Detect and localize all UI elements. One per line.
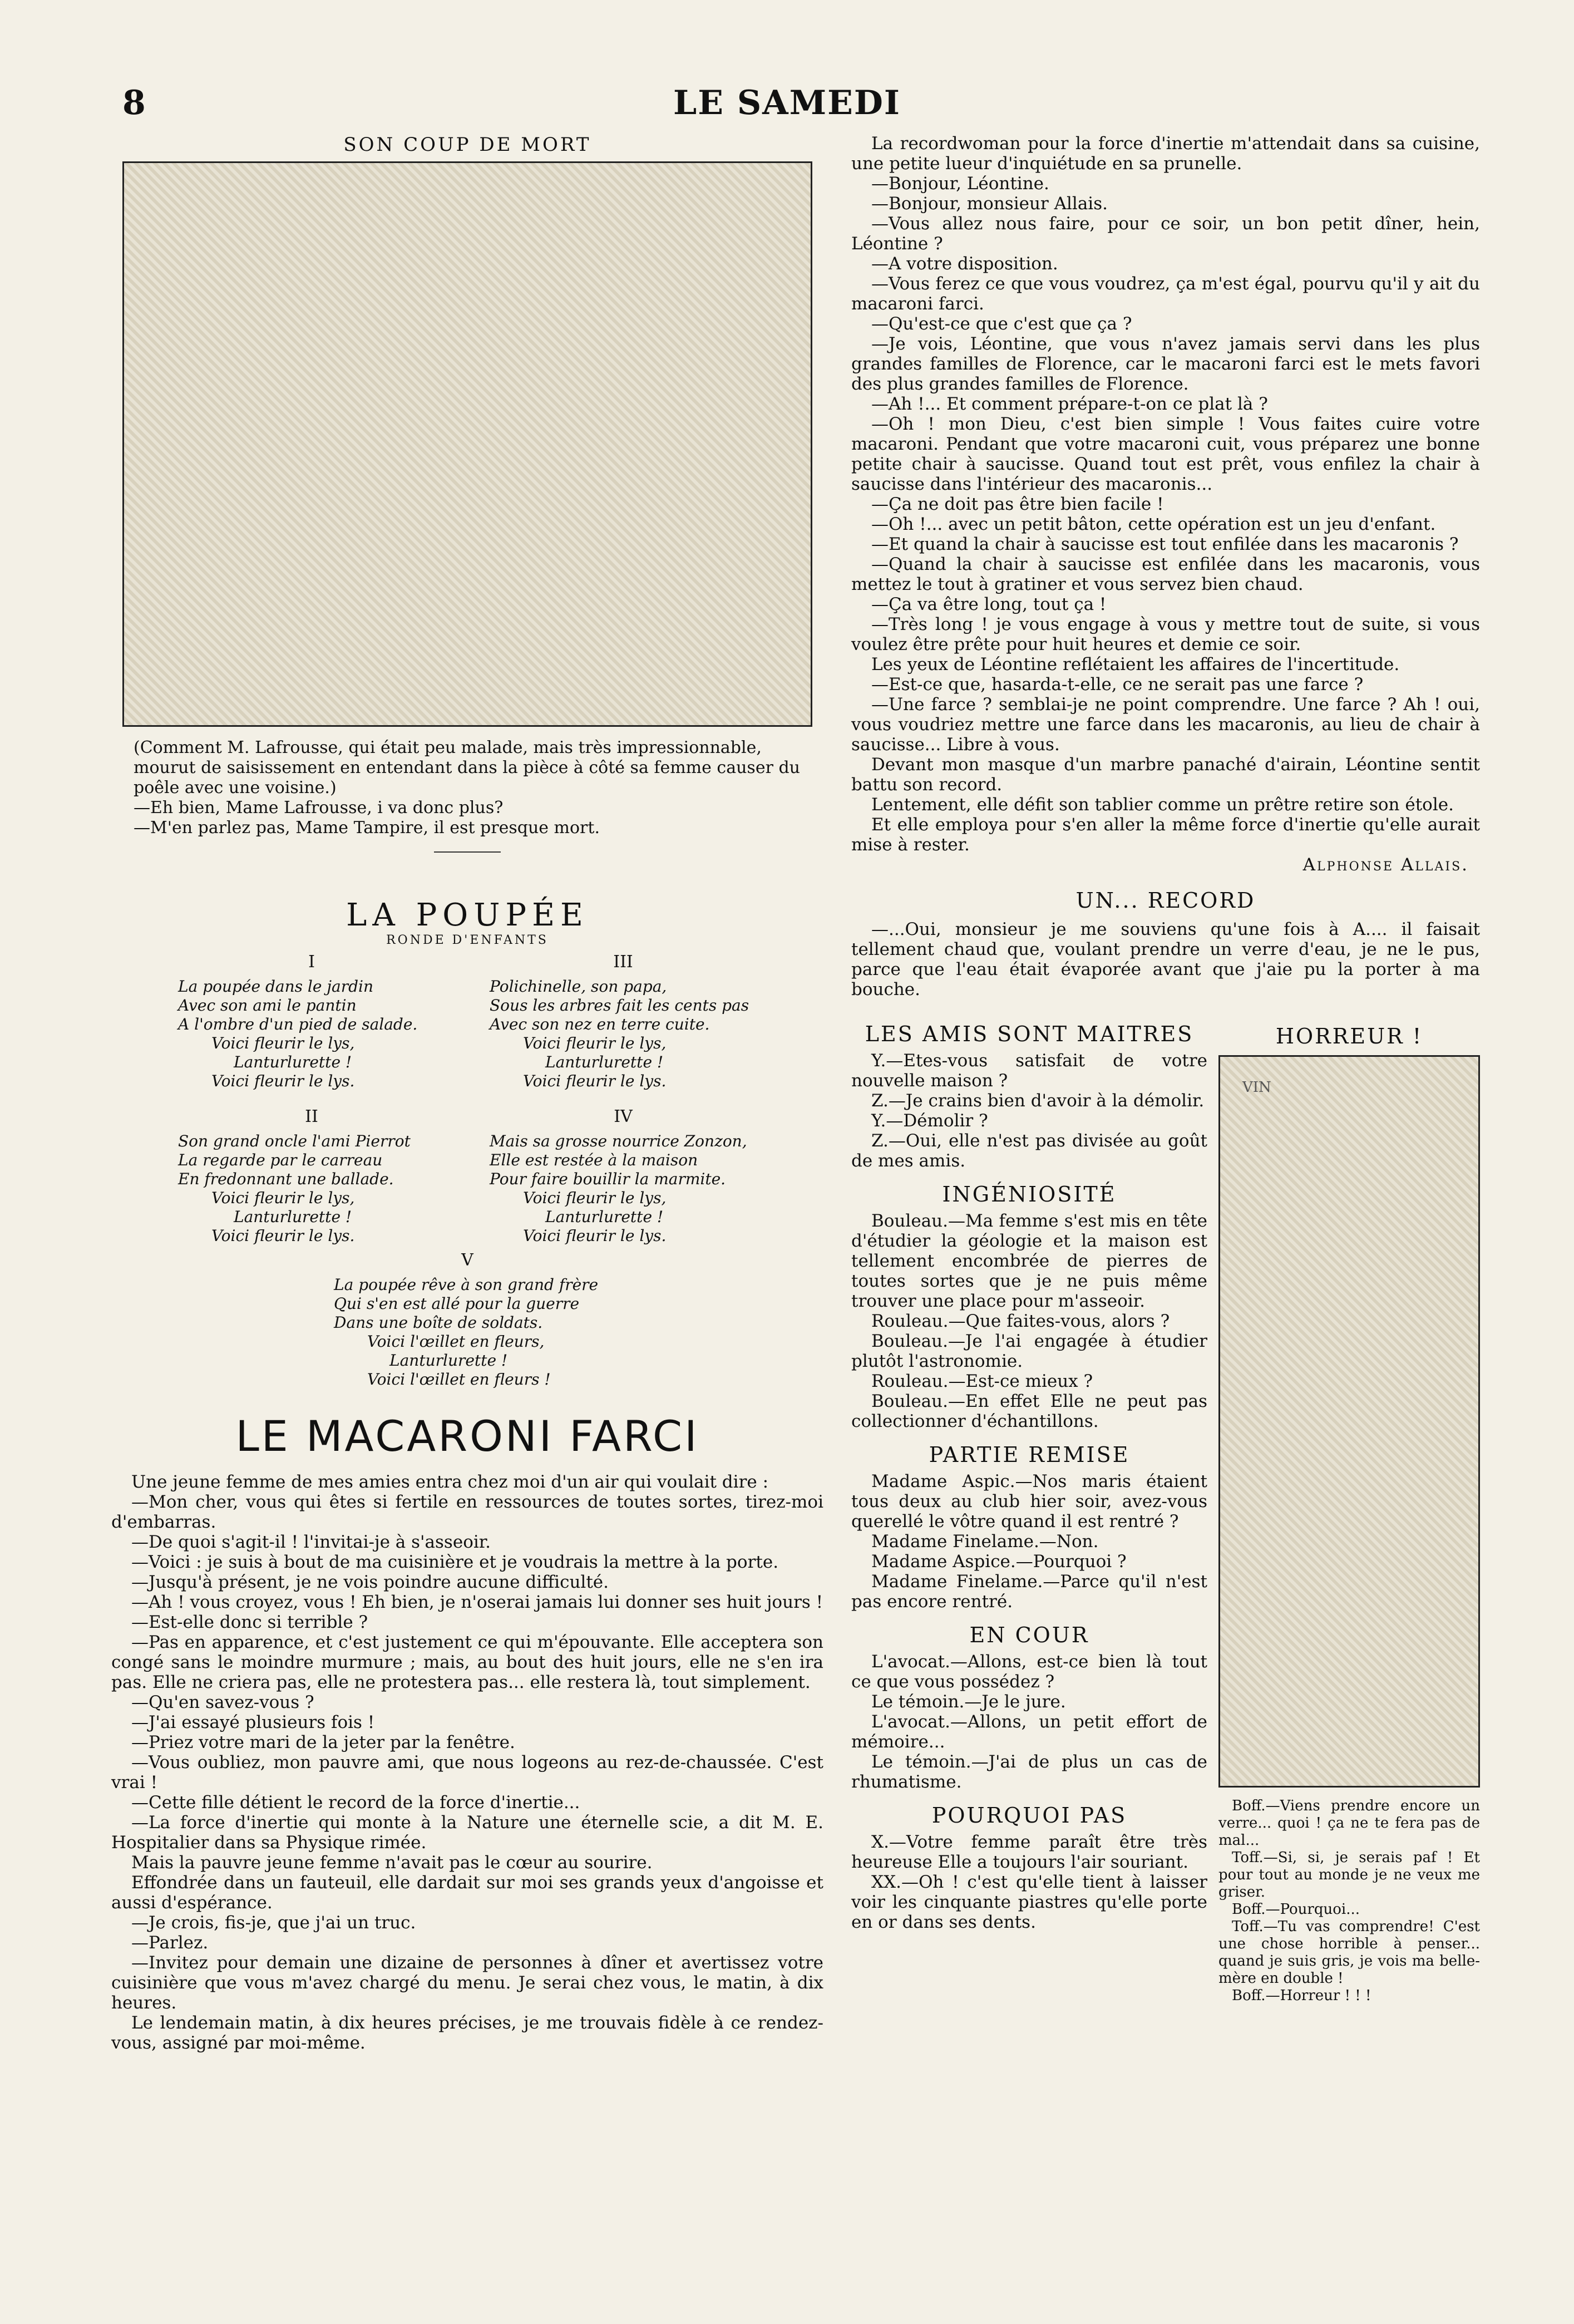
paragraph: —Je crois, fis-je, que j'ai un truc. [131,1913,416,1933]
stanza-row [111,1107,823,1245]
paragraph: —La force d'inertie qui monte à la Nature une éternelle scie, a dit M. E. Hospitalier dans sa Physique rimée. [111,1813,823,1853]
illustration-title: SON COUP DE MORT [343,134,591,156]
dialogue-line: Madame Finelame.—Non. [871,1532,1099,1552]
stanza-line: Voici l'œillet en fleurs, [367,1332,545,1351]
dialogue-line: Boff.—Pourquoi... [1232,1901,1360,1918]
stanza-line: Avec son ami le pantin [178,996,357,1015]
stanza-row [111,953,823,1091]
paragraph: —Vous oubliez, mon pauvre ami, que nous logeons au rez-de-chaussée. C'est vrai ! [111,1752,823,1793]
paragraph: —Est-ce que, hasarda-t-elle, ce ne serait pas une farce ? [871,674,1364,695]
caption-line: —Eh bien, Mame Lafrousse, i va donc plus? [134,798,504,818]
paragraph: Et elle employa pour s'en aller la même force d'inertie qu'elle aurait mise à rester. [851,815,1480,855]
dialogue-line: XX.—Oh ! c'est qu'elle tient à laisser voir les cinquante piastres qu'elle porte en or dans ses dents. [851,1872,1207,1932]
dialogue-line: Rouleau.—Que faites-vous, alors ? [871,1311,1170,1331]
signature: Alphonse Allais. [1302,855,1469,875]
stanza [178,953,445,1091]
stanza-number: II [305,1107,318,1126]
stanza-line: Lanturlurette ! [389,1351,508,1370]
dialogue-line: Bouleau.—Ma femme s'est mis en tête d'étudier la géologie et la maison est tellement encombrée de pierres de toutes sortes que je ne puis même trouver une place pour m'asseoir. [851,1211,1207,1311]
newspaper-title: LE SAMEDI [673,83,901,122]
paragraph: Mais la pauvre jeune femme n'avait pas le cœur au sourire. [131,1853,653,1873]
article-body-part2 [851,134,1480,875]
paragraph: Les yeux de Léontine reflétaient les affaires de l'incertitude. [871,654,1400,674]
dialogue-line: Le témoin.—Je le jure. [871,1692,1066,1712]
dialogue-line: Madame Finelame.—Parce qu'il n'est pas encore rentré. [851,1572,1207,1612]
dialogue-line: Madame Aspice.—Pourquoi ? [871,1552,1127,1572]
dialogue-line: Z.—Oui, elle n'est pas divisée au goût de mes amis. [851,1131,1207,1171]
paragraph: —Oh !... avec un petit bâton, cette opération est un jeu d'enfant. [871,514,1436,534]
stanza-number: III [613,952,633,972]
section-title-amis: LES AMIS SONT MAITRES [865,1022,1194,1046]
stanza-line: Voici fleurir le lys. [523,1227,667,1245]
bottom-split [851,1011,1480,2005]
dialogue-line: Madame Aspic.—Nos maris étaient tous deux au club hier soir, avez-vous querellé le vôtre quand il est rentré ? [851,1471,1207,1532]
stanza-line: Voici fleurir le lys. [211,1227,355,1245]
stanza-line: Polichinelle, son papa, [490,977,667,996]
stanza-line: Voici l'œillet en fleurs ! [367,1370,551,1389]
anecdotes-column [851,1011,1207,2005]
article-title: LE MACARONI FARCI [235,1411,699,1461]
paragraph: —Quand la chair à saucisse est enfilée dans les macaronis, vous mettez le tout à gratiner et vous servez bien chaud. [851,554,1480,594]
stanza-line: Mais sa grosse nourrice Zonzon, [490,1132,747,1150]
horreur-dialogue [1218,1798,1480,2005]
paragraph: —Oh ! mon Dieu, c'est bien simple ! Vous faites cuire votre macaroni. Pendant que votre macaroni cuit, vous préparez une bonne petite chair à saucisse. Quand tout est prêt, vous enfilez la chair à saucisse dans l'intérieur des macaronis... [851,414,1480,494]
dialogue-line: Toff.—Tu vas comprendre! C'est une chose horrible à penser... quand je suis gris, je vois ma belle-mère en double ! [1218,1918,1480,1987]
paragraph: —Je vois, Léontine, que vous n'avez jamais servi dans les plus grandes familles de Florence, car le macaroni farci est le mets favori des plus grandes familles de Florence. [851,334,1480,394]
paragraph: —Invitez pour demain une dizaine de personnes à dîner et avertissez votre cuisinière que vous m'avez chargé du menu. Je serai chez vous, le matin, à dix heures. [111,1953,823,2013]
stanza-line: Elle est restée à la maison [490,1151,698,1169]
paragraph: Le lendemain matin, à dix heures précises, je me trouvais fidèle à ce rendez-vous, assigné par moi-même. [111,2013,823,2053]
stanza-line: La regarde par le carreau [178,1151,383,1169]
paragraph: Une jeune femme de mes amies entra chez moi d'un air qui voulait dire : [131,1472,769,1492]
horreur-column [1218,1011,1480,2005]
section-title-horreur: HORREUR ! [1275,1024,1423,1048]
dialogue-line: L'avocat.—Allons, un petit effort de mémoire... [851,1712,1207,1752]
stanza [490,1107,757,1245]
paragraph: —Très long ! je vous engage à vous y mettre tout de suite, si vous voulez être prête pour huit heures et demie ce soir. [851,614,1480,654]
article-body-part1 [111,1472,823,2053]
dialogue-line: Bouleau.—En effet Elle ne peut pas collectionner d'échantillons. [851,1391,1207,1431]
stanza-line: Lanturlurette ! [545,1208,664,1226]
paragraph: Lentement, elle défit son tablier comme un prêtre retire son étole. [871,795,1454,815]
illustration-horreur [1218,1055,1480,1788]
paragraph: —Ça ne doit pas être bien facile ! [871,494,1164,514]
illustration-caption [134,738,801,838]
stanza-line: Son grand oncle l'ami Pierrot [178,1132,411,1150]
page-number: 8 [122,83,146,122]
paragraph: —Cette fille détient le record de la force d'inertie... [131,1793,580,1813]
stanza [334,1251,601,1389]
paragraph: —Qu'est-ce que c'est que ça ? [871,314,1132,334]
paragraph: —Vous ferez ce que vous voudrez, ça m'est égal, pourvu qu'il y ait du macaroni farci. [851,274,1480,314]
stanza-line: Dans une boîte de soldats. [334,1313,543,1332]
dialogue-line: Boff.—Viens prendre encore un verre... quoi ! ça ne te fera pas de mal... [1218,1798,1480,1849]
paragraph: —Pas en apparence, et c'est justement ce qui m'épouvante. Elle acceptera son congé sans le moindre murmure ; mais, au bout des huit jours, elle ne s'en ira pas. Elle ne criera pas, elle ne protestera pas... elle restera là, tout simplement. [111,1632,823,1692]
stanza-line: La poupée dans le jardin [178,977,373,996]
stanza-number: I [308,952,315,972]
stanza-line: Voici fleurir le lys, [523,1189,667,1207]
stanza-line: Qui s'en est allé pour la guerre [334,1294,580,1313]
dialogue-line: Z.—Je crains bien d'avoir à la démolir. [871,1091,1205,1111]
stanza-line: Voici fleurir le lys, [211,1034,355,1052]
stanza-line: Voici fleurir le lys, [523,1034,667,1052]
paragraph: —J'ai essayé plusieurs fois ! [131,1712,375,1732]
poem-subtitle: RONDE D'ENFANTS [386,933,549,947]
left-column [111,134,823,2053]
paragraph: La recordwoman pour la force d'inertie m'attendait dans sa cuisine, une petite lueur d'inquiétude en sa prunelle. [851,134,1480,174]
paragraph: Effondrée dans un fauteuil, elle dardait sur moi ses grands yeux d'angoisse et aussi d'espérance. [111,1873,823,1913]
illustration-sign-text: VIN [1242,1079,1271,1096]
paragraph: —Voici : je suis à bout de ma cuisinière et je voudrais la mettre à la porte. [131,1552,779,1572]
caption-line: (Comment M. Lafrousse, qui était peu malade, mais très impressionnable, mourut de saisissement en entendant dans la pièce à côté sa femme causer du poêle avec une voisine.) [134,738,800,797]
paragraph: —Vous allez nous faire, pour ce soir, un bon petit dîner, hein, Léontine ? [851,214,1480,254]
paragraph: Devant mon masque d'un marbre panaché d'airain, Léontine sentit battu son record. [851,755,1480,795]
stanza-line: La poupée rêve à son grand frère [334,1276,599,1294]
section-title-ingeniosite: INGÉNIOSITÉ [942,1182,1117,1207]
dialogue-line: Le témoin.—J'ai de plus un cas de rhumatisme. [851,1752,1207,1792]
poem-title: LA POUPÉE [346,897,589,933]
dialogue-line: Boff.—Horreur ! ! ! [1232,1987,1371,2004]
right-column [851,134,1480,2005]
dialogue-line: L'avocat.—Allons, est-ce bien là tout ce que vous possédez ? [851,1652,1207,1692]
section-title-pourquoi: POURQUOI PAS [931,1803,1127,1828]
dialogue-line: Rouleau.—Est-ce mieux ? [871,1371,1093,1391]
record-text [851,919,1480,999]
stanza-line: Sous les arbres fait les cents pas [490,996,749,1015]
paragraph: —Est-elle donc si terrible ? [131,1612,368,1632]
paragraph: —...Oui, monsieur je me souviens qu'une fois à A.... il faisait tellement chaud que, voulant prendre un verre d'eau, je ne le pus, parce que l'eau était évaporée avant que j'aie pu la porter à ma bouche. [851,919,1480,999]
dialogue-line: Y.—Démolir ? [871,1111,988,1131]
section-title-partie: PARTIE REMISE [929,1442,1130,1467]
stanza-line: En fredonnant une ballade. [178,1170,394,1188]
stanza-line: Pour faire bouillir la marmite. [490,1170,726,1188]
stanza [178,1107,445,1245]
dialogue-line: Toff.—Si, si, je serais paf ! Et pour tout au monde je ne veux me griser. [1218,1849,1480,1900]
paragraph: —Parlez. [131,1933,209,1953]
stanza-line: Voici fleurir le lys. [211,1072,355,1090]
divider [434,851,501,853]
stanza-line: Voici fleurir le lys. [523,1072,667,1090]
paragraph: —A votre disposition. [871,254,1058,274]
stanza-line: A l'ombre d'un pied de salade. [178,1015,418,1033]
paragraph: —Bonjour, Léontine. [871,174,1049,194]
paragraph: —Bonjour, monsieur Allais. [871,194,1108,214]
paragraph: —Ah ! vous croyez, vous ! Eh bien, je n'oserai jamais lui donner ses huit jours ! [131,1592,823,1612]
paragraph: —Une farce ? semblai-je ne point comprendre. Une farce ? Ah ! oui, vous voudriez mettre une farce dans les macaronis, au lieu de chair à saucisse... Libre à vous. [851,695,1480,755]
caption-line: —M'en parlez pas, Mame Tampire, il est presque mort. [134,818,600,838]
stanza-line: Lanturlurette ! [545,1053,664,1071]
paragraph: —Mon cher, vous qui êtes si fertile en ressources de toutes sortes, tirez-moi d'embarras. [111,1492,823,1532]
stanza-line: Voici fleurir le lys, [211,1189,355,1207]
illustration-coup-de-mort [122,161,812,727]
dialogue-line: Y.—Etes-vous satisfait de votre nouvelle maison ? [851,1051,1207,1091]
paragraph: —Et quand la chair à saucisse est tout enfilée dans les macaronis ? [871,534,1459,554]
paragraph: —Ah !... Et comment prépare-t-on ce plat là ? [871,394,1268,414]
paragraph: —Ça va être long, tout ça ! [871,594,1107,614]
section-title-en-cour: EN COUR [969,1623,1089,1647]
paragraph: —Jusqu'à présent, je ne vois poindre aucune difficulté. [131,1572,609,1592]
stanza-line: Lanturlurette ! [234,1053,352,1071]
dialogue-line: Bouleau.—Je l'ai engagée à étudier plutôt l'astronomie. [851,1331,1207,1371]
section-title-record: UN... RECORD [1075,888,1256,913]
stanza-line: Lanturlurette ! [234,1208,352,1226]
stanza-line: Avec son nez en terre cuite. [490,1015,710,1033]
paragraph: —De quoi s'agit-il ! l'invitai-je à s'asseoir. [131,1532,491,1552]
stanza-number: V [461,1250,473,1270]
paragraph: —Priez votre mari de la jeter par la fenêtre. [131,1732,515,1752]
stanza-number: IV [614,1107,633,1126]
stanza [490,953,757,1091]
dialogue-line: X.—Votre femme paraît être très heureuse Elle a toujours l'air souriant. [851,1832,1207,1872]
paragraph: —Qu'en savez-vous ? [131,1692,314,1712]
